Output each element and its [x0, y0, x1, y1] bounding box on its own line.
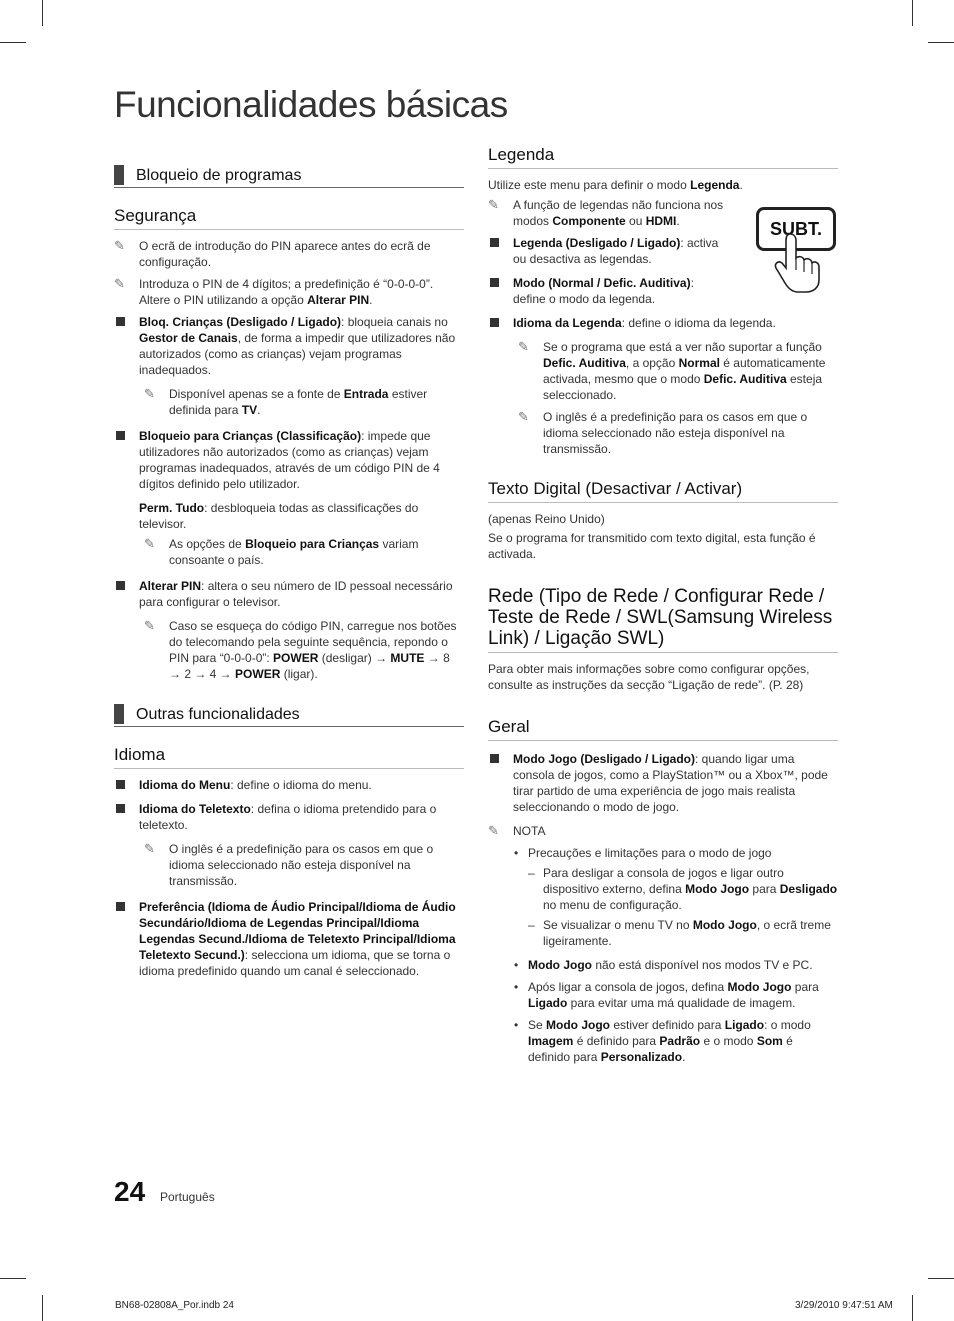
- pencil-icon: ✎: [114, 276, 125, 291]
- dash-icon: –: [528, 866, 535, 880]
- list-item: Alterar PIN: altera o seu número de ID pessoal necessário para configurar o televisor.: [114, 578, 464, 610]
- square-bullet-icon: [116, 804, 125, 813]
- list-item: Idioma da Legenda: define o idioma da legenda.: [488, 315, 838, 331]
- section-bar-icon: [114, 165, 124, 185]
- list-item: • Precauções e limitações para o modo de jogo: [514, 846, 772, 860]
- pencil-icon: ✎: [144, 841, 155, 856]
- square-bullet-icon: [116, 581, 125, 590]
- pencil-icon: ✎: [144, 536, 155, 551]
- crop-mark: [912, 1295, 913, 1321]
- bullet-icon: •: [514, 846, 519, 860]
- footer-date: 3/29/2010 9:47:51 AM: [795, 1300, 893, 1311]
- section-bar-icon: [114, 704, 124, 724]
- list-item: • Modo Jogo não está disponível nos modos TV e PC.: [514, 958, 813, 972]
- square-bullet-icon: [490, 238, 499, 247]
- pencil-icon: ✎: [144, 618, 155, 633]
- heading-idioma: Idioma: [114, 745, 464, 769]
- pencil-icon: ✎: [114, 238, 125, 253]
- bullet-icon: •: [514, 958, 519, 972]
- square-bullet-icon: [490, 318, 499, 327]
- note: ✎ As opções de Bloqueio para Crianças variam consoante o país.: [144, 536, 419, 567]
- note: ✎ Introduza o PIN de 4 dígitos; a predefinição é “0-0-0-0”. Altere o PIN utilizando a opção Alterar PIN.: [114, 276, 434, 307]
- heading-texto-digital: Texto Digital (Desactivar / Activar): [488, 479, 838, 503]
- square-bullet-icon: [116, 431, 125, 440]
- left-column: [114, 165, 464, 987]
- list-item: – Para desligar a consola de jogos e ligar outro dispositivo externo, defina Modo Jogo para Desligado no menu de configuração.: [528, 866, 838, 912]
- pencil-icon: ✎: [488, 823, 499, 838]
- pencil-icon: ✎: [144, 386, 155, 401]
- note: ✎ O inglês é a predefinição para os casos em que o idioma seleccionado não esteja disponível na transmissão.: [144, 841, 434, 888]
- note: ✎ O ecrã de introdução do PIN aparece antes do ecrã de configuração.: [114, 238, 431, 269]
- list-item: • Após ligar a consola de jogos, defina Modo Jogo para Ligado para evitar uma má qualidade de imagem.: [514, 980, 819, 1010]
- heading-seguranca: Segurança: [114, 206, 464, 230]
- pencil-icon: ✎: [518, 339, 529, 354]
- pencil-icon: ✎: [518, 409, 529, 424]
- crop-mark: [928, 1278, 954, 1279]
- heading-legenda: Legenda: [488, 145, 838, 169]
- section-title: Outras funcionalidades: [136, 706, 300, 723]
- list-item: Bloqueio para Crianças (Classificação): impede que utilizadores não autorizados (como as crianças) vejam programas inadequados, através de um código PIN de 4 dígitos definido pelo utilizador.: [114, 428, 464, 492]
- pencil-icon: ✎: [488, 197, 499, 212]
- list-item: Bloq. Crianças (Desligado / Ligado): bloqueia canais no Gestor de Canais, de forma a impedir que utilizadores não autorizados (como as crianças) vejam programas inadequados.: [114, 314, 464, 378]
- list-item: Legenda (Desligado / Ligado): activa ou desactiva as legendas.: [488, 235, 728, 267]
- note: ✎ Disponível apenas se a fonte de Entrada estiver definida para TV.: [144, 386, 428, 417]
- bullet-icon: •: [514, 1018, 519, 1032]
- list-item: Modo (Normal / Defic. Auditiva): define o modo da legenda.: [488, 275, 728, 307]
- footer-file-info: BN68-02808A_Por.indb 24: [115, 1300, 234, 1311]
- heading-rede: Rede (Tipo de Rede / Configurar Rede / Teste de Rede / SWL(Samsung Wireless Link) / Ligação SWL): [488, 586, 838, 653]
- list-item: – Se visualizar o menu TV no Modo Jogo, o ecrã treme ligeiramente.: [528, 918, 831, 948]
- page-number: 24: [114, 1176, 146, 1207]
- crop-mark: [912, 0, 913, 26]
- bullet-icon: •: [514, 980, 519, 994]
- note: ✎ O inglês é a predefinição para os casos em que o idioma seleccionado não esteja disponível na transmissão.: [518, 409, 808, 456]
- list-item: Modo Jogo (Desligado / Ligado): quando ligar uma consola de jogos, como a PlayStation™ ou a Xbox™, pode tirar partido de uma experiência de jogo mais realista seleccionando o modo de jogo.: [488, 751, 838, 815]
- body-text: (apenas Reino Unido): [488, 512, 605, 526]
- page-title: Funcionalidades básicas: [114, 84, 508, 125]
- list-item: Idioma do Menu: define o idioma do menu.: [114, 777, 464, 793]
- note: ✎ A função de legendas não funciona nos modos Componente ou HDMI.: [488, 197, 724, 228]
- square-bullet-icon: [116, 317, 125, 326]
- square-bullet-icon: [490, 754, 499, 763]
- body-text: Para obter mais informações sobre como configurar opções, consulte as instruções da secção “Ligação de rede”. (P. 28): [488, 662, 810, 692]
- crop-mark: [42, 0, 43, 26]
- subt-button-illustration: SUBT.: [756, 207, 836, 251]
- section-title: Bloqueio de programas: [136, 167, 302, 184]
- intro-text: Utilize este menu para definir o modo Legenda.: [488, 178, 743, 192]
- crop-mark: [0, 1278, 26, 1279]
- section-band-outras: [114, 704, 464, 727]
- square-bullet-icon: [116, 780, 125, 789]
- note: ✎ Caso se esqueça do código PIN, carregue nos botões do telecomando pela seguinte sequência, repondo o PIN para “0-0-0-0”: POWER (desligar) → MUTE → 8 → 2 → 4 → POWER (ligar).: [144, 618, 457, 681]
- crop-mark: [42, 1295, 43, 1321]
- list-item: • Se Modo Jogo estiver definido para Ligado: o modo Imagem é definido para Padrão e o modo Som é definido para Personalizado.: [514, 1018, 811, 1064]
- list-item: Preferência (Idioma de Áudio Principal/Idioma de Áudio Secundário/Idioma de Legendas Principal/Idioma Legendas Secund./Idioma de Teletexto Principal/Idioma Teletexto Secund.): selecciona um idioma, que se torna o idioma predefinido quando um canal é seleccionado.: [114, 899, 464, 979]
- crop-mark: [928, 42, 954, 43]
- dash-icon: –: [528, 918, 535, 932]
- footer-language: Português: [160, 1190, 215, 1204]
- pointing-hand-icon: [770, 232, 830, 294]
- heading-geral: Geral: [488, 717, 838, 741]
- list-item: Idioma do Teletexto: defina o idioma pretendido para o teletexto.: [114, 801, 464, 833]
- section-band-bloqueio: [114, 165, 464, 188]
- square-bullet-icon: [116, 902, 125, 911]
- sub-item: Perm. Tudo: desbloqueia todas as classificações do televisor.: [139, 501, 419, 531]
- note: ✎ NOTA: [488, 823, 546, 838]
- body-text: Se o programa for transmitido com texto digital, esta função é activada.: [488, 531, 816, 561]
- note: ✎ Se o programa que está a ver não suportar a função Defic. Auditiva, a opção Normal é automaticamente activada, mesmo que o modo Defic. Auditiva esteja seleccionado.: [518, 339, 826, 402]
- crop-mark: [0, 42, 26, 43]
- square-bullet-icon: [490, 278, 499, 287]
